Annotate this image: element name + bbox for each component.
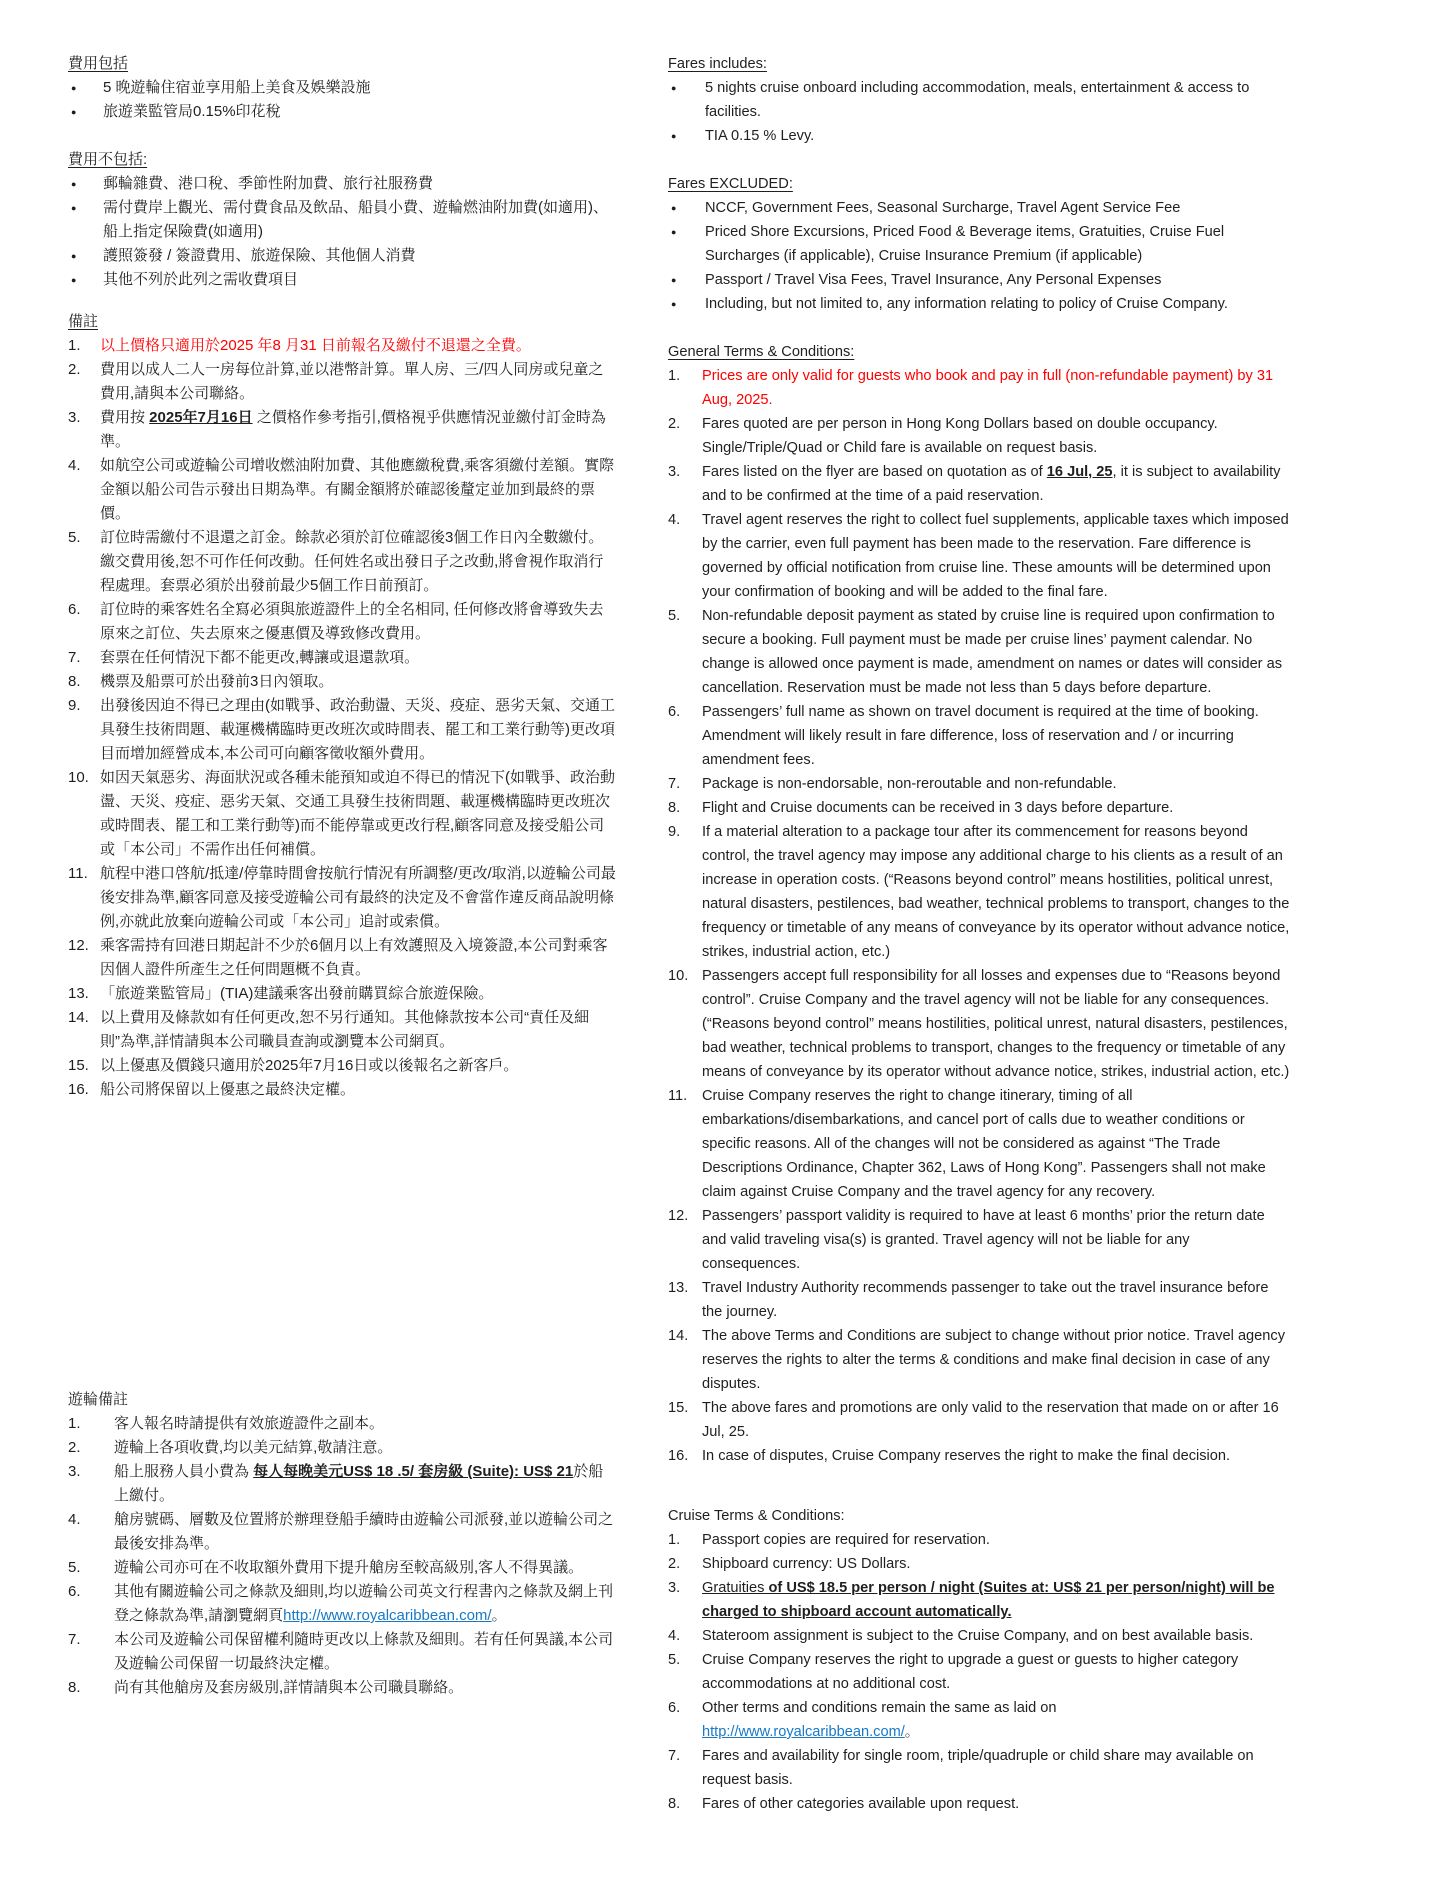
section-heading: Fares includes: xyxy=(668,56,767,72)
text-segment: 乘客需持有回港日期起計不少於6個月以上有效護照及入境簽證,本公司對乘客因個人證件所產生之任何問題概不負責。 xyxy=(100,937,608,978)
item-number: 9. xyxy=(668,824,681,840)
text-segment: Passport copies are required for reservation. xyxy=(702,1532,990,1548)
item-text xyxy=(100,694,616,766)
item-text xyxy=(702,1744,1290,1792)
item-number: 4. xyxy=(668,1628,681,1644)
list-item xyxy=(668,268,1290,292)
list-item xyxy=(668,76,1290,124)
text-segment: 郵輪雜費、港口稅、季節性附加費、旅行社服務費 xyxy=(103,175,434,192)
item-text xyxy=(702,796,1290,820)
item-text xyxy=(100,358,616,406)
item-number: 6. xyxy=(68,601,81,618)
bullet-list xyxy=(68,76,616,124)
text-segment: Including, but not limited to, any information relating to policy of Cruise Company. xyxy=(705,296,1228,312)
list-item xyxy=(68,100,616,124)
item-text xyxy=(702,1624,1290,1648)
list-item xyxy=(668,1552,1290,1576)
item-number: 10. xyxy=(668,968,689,984)
bullet-icon: ● xyxy=(71,179,77,189)
list-item xyxy=(668,460,1290,508)
list-item xyxy=(68,1460,616,1508)
item-number: 8. xyxy=(68,1679,81,1696)
list-item xyxy=(668,1576,1290,1624)
item-number: 5. xyxy=(68,1559,81,1576)
item-text xyxy=(100,334,616,358)
list-item xyxy=(68,244,616,268)
text-segment: 機票及船票可於出發前3日內領取。 xyxy=(100,673,334,690)
right-column-english xyxy=(668,52,1290,1816)
list-item xyxy=(68,268,616,292)
bullet-list xyxy=(668,76,1290,148)
list-item xyxy=(668,1444,1290,1468)
item-number: 3. xyxy=(668,464,681,480)
text-segment: 之價格作參考指引,價格視乎供應情況並繳付訂金時為準。 xyxy=(100,409,606,450)
section-fares-includes-en xyxy=(668,52,1290,148)
item-number: 3. xyxy=(668,1580,681,1596)
section-remarks-zh xyxy=(68,310,616,1102)
text-segment: NCCF, Government Fees, Seasonal Surcharge, Travel Agent Service Fee xyxy=(705,200,1181,216)
list-item xyxy=(668,124,1290,148)
text-segment: The above fares and promotions are only valid to the reservation that made on or after 16 Jul, 25. xyxy=(702,1400,1279,1440)
list-item xyxy=(668,1624,1290,1648)
item-number: 7. xyxy=(668,776,681,792)
bullet-icon: ● xyxy=(671,83,677,93)
section-heading: 費用不包括: xyxy=(68,151,148,168)
item-text xyxy=(705,268,1290,292)
item-text xyxy=(702,1276,1290,1324)
list-item xyxy=(68,358,616,406)
text-segment: If a material alteration to a package tour after its commencement for reasons beyond control, the travel agency may impose any additional charge to his clients as a result of an increase in operation costs. (“Reasons beyond control” means hostilities, political unrest, natural disasters, pestilences, bad weather, technical problems to transport, changes to the frequency or timetable of any means of conveyance by its operator without advance notice, strikes, industrial action, etc.) xyxy=(702,824,1290,960)
item-number: 3. xyxy=(68,409,81,426)
text-segment: The above Terms and Conditions are subject to change without prior notice. Travel agency reserves the rights to alter the terms & conditions and make final decision in case of any disputes. xyxy=(702,1328,1286,1392)
section-heading: Fares EXCLUDED: xyxy=(668,176,793,192)
text-segment: Passport / Travel Visa Fees, Travel Insurance, Any Personal Expenses xyxy=(705,272,1162,288)
item-number: 12. xyxy=(68,937,89,954)
text-segment: Passengers’ passport validity is required to have at least 6 months’ prior the return date and valid traveling visa(s) is granted. Travel agency will not be liable for any consequences. xyxy=(702,1208,1265,1272)
item-text xyxy=(103,244,616,268)
list-item xyxy=(68,1508,616,1556)
list-item xyxy=(68,1436,616,1460)
item-text xyxy=(702,1324,1290,1396)
text-segment: 於船上繳付。 xyxy=(114,1463,604,1504)
item-text xyxy=(114,1460,616,1508)
text-segment: Non-refundable deposit payment as stated by cruise line is required upon confirmation to secure a booking. Full payment must be made per cruise lines’ payment calendar. No change is allowed once payment is made, amendment on names or dates will consider as cancellation. Reservation must be made not less than 5 days before departure. xyxy=(702,608,1283,696)
item-number: 5. xyxy=(68,529,81,546)
item-text xyxy=(100,526,616,598)
item-text xyxy=(702,1576,1290,1624)
list-item xyxy=(68,526,616,598)
item-text xyxy=(705,124,1290,148)
text-segment: 每人每晚美元US$ 18 .5/ 套房級 (Suite): US$ 21 xyxy=(253,1463,574,1480)
item-text xyxy=(103,100,616,124)
text-segment: 船公司將保留以上優惠之最終決定權。 xyxy=(100,1081,356,1098)
text-segment: 以上優惠及價錢只適用於2025年7月16日或以後報名之新客戶。 xyxy=(100,1057,519,1074)
item-number: 8. xyxy=(668,1796,681,1812)
section-heading: Cruise Terms & Conditions: xyxy=(668,1508,845,1524)
numbered-list xyxy=(668,1528,1290,1816)
item-text xyxy=(114,1436,616,1460)
item-text xyxy=(705,292,1290,316)
item-number: 8. xyxy=(68,673,81,690)
bullet-icon: ● xyxy=(671,275,677,285)
text-segment: 套票在任何情況下都不能更改,轉讓或退還款項。 xyxy=(100,649,420,666)
list-item xyxy=(68,1078,616,1102)
item-number: 13. xyxy=(68,985,89,1002)
item-text xyxy=(100,598,616,646)
list-item xyxy=(668,1528,1290,1552)
item-text xyxy=(100,862,616,934)
item-number: 6. xyxy=(668,1700,681,1716)
list-item xyxy=(68,694,616,766)
text-segment: Travel Industry Authority recommends passenger to take out the travel insurance before the journey. xyxy=(702,1280,1269,1320)
list-item xyxy=(68,196,616,244)
section-heading: 遊輪備註 xyxy=(68,1391,129,1408)
text-segment: Fares quoted are per person in Hong Kong Dollars based on double occupancy. Single/Triple/Quad or Child fare is available on request basis. xyxy=(702,416,1218,456)
item-text xyxy=(103,172,616,196)
list-item xyxy=(68,670,616,694)
list-item xyxy=(68,406,616,454)
text-segment: 遊輪公司亦可在不收取額外費用下提升艙房至較高級別,客人不得異議。 xyxy=(114,1559,584,1576)
text-segment: 尚有其他艙房及套房級別,詳情請與本公司職員聯絡。 xyxy=(114,1679,464,1696)
bullet-icon: ● xyxy=(71,107,77,117)
section-heading: 備註 xyxy=(68,313,99,330)
list-item xyxy=(668,1324,1290,1396)
item-number: 9. xyxy=(68,697,81,714)
section-heading: General Terms & Conditions: xyxy=(668,344,855,360)
list-item xyxy=(68,862,616,934)
item-text xyxy=(114,1628,616,1676)
item-number: 11. xyxy=(668,1088,688,1104)
list-item xyxy=(68,646,616,670)
item-number: 12. xyxy=(668,1208,689,1224)
text-segment: Passengers accept full responsibility for all losses and expenses due to “Reasons beyond control”. Cruise Company and the travel agency will not be liable for any consequences. (“Reasons beyond control” means hostilities, political unrest, natural disasters, pestilences, bad weather, technical problems to transport, changes to the frequency or timetable of any means of conveyance by its operator without advance notice, strikes, industrial action, etc.) xyxy=(702,968,1290,1080)
text-segment: 16 Jul, 25 xyxy=(1046,464,1113,480)
list-item xyxy=(668,508,1290,604)
text-segment: 費用按 xyxy=(100,409,150,426)
text-segment: 航程中港口啓航/抵達/停靠時間會按航行情況有所調整/更改/取消,以遊輪公司最後安排為準,顧客同意及接受遊輪公司有最終的決定及不會當作違反商品說明條例,亦就此放棄向遊輪公司或「本公司」追討或索償。 xyxy=(100,865,616,930)
list-item xyxy=(668,1204,1290,1276)
text-segment: Shipboard currency: US Dollars. xyxy=(702,1556,911,1572)
item-text xyxy=(100,406,616,454)
list-item xyxy=(68,1556,616,1580)
bullet-icon: ● xyxy=(71,275,77,285)
text-segment: 「旅遊業監管局」(TIA)建議乘客出發前購買綜合旅遊保險。 xyxy=(100,985,494,1002)
text-segment: Priced Shore Excursions, Priced Food & Beverage items, Gratuities, Cruise Fuel Surcharges (if applicable), Cruise Insurance Premium (if applicable) xyxy=(705,224,1225,264)
text-segment: Gratuities xyxy=(702,1580,769,1596)
list-item xyxy=(668,1396,1290,1444)
bullet-list xyxy=(68,172,616,292)
text-segment: 。 xyxy=(904,1724,920,1740)
list-item xyxy=(668,196,1290,220)
text-segment: Fares and availability for single room, triple/quadruple or child share may available on request basis. xyxy=(702,1748,1254,1788)
bullet-icon: ● xyxy=(71,83,77,93)
text-segment: Cruise Company reserves the right to upgrade a guest or guests to higher category accommodations at no additional cost. xyxy=(702,1652,1239,1692)
list-item xyxy=(68,1628,616,1676)
item-text xyxy=(100,1054,616,1078)
bullet-icon: ● xyxy=(671,131,677,141)
text-segment: 其他有關遊輪公司之條款及細則,均以遊輪公司英文行程書內之條款及網上刊登之條款為準,請瀏覽網頁 xyxy=(114,1583,614,1624)
list-item xyxy=(68,172,616,196)
item-text xyxy=(702,700,1290,772)
text-segment: 以上價格只適用於2025 年8 月31 日前報名及繳付不退還之全費。 xyxy=(100,337,531,354)
text-segment: 訂位時需繳付不退還之訂金。餘款必須於訂位確認後3個工作日內全數繳付。繳交費用後,恕不可作任何改動。任何姓名或出發日子之改動,將會視作取消行程處理。套票必須於出發前最少5個工作日前預訂。 xyxy=(100,529,604,594)
list-item xyxy=(668,964,1290,1084)
text-segment: Flight and Cruise documents can be received in 3 days before departure. xyxy=(702,800,1174,816)
item-text xyxy=(705,220,1290,268)
item-text xyxy=(705,196,1290,220)
item-number: 16. xyxy=(668,1448,689,1464)
text-segment: 船上服務人員小費為 xyxy=(114,1463,254,1480)
item-number: 14. xyxy=(68,1009,89,1026)
item-text xyxy=(702,460,1290,508)
list-item xyxy=(668,364,1290,412)
item-number: 1. xyxy=(668,1532,681,1548)
item-number: 2. xyxy=(668,416,681,432)
list-item xyxy=(68,76,616,100)
text-segment: Stateroom assignment is subject to the Cruise Company, and on best available basis. xyxy=(702,1628,1254,1644)
list-item xyxy=(68,1580,616,1628)
list-item xyxy=(68,1676,616,1700)
list-item xyxy=(68,1006,616,1054)
item-number: 2. xyxy=(68,1439,81,1456)
section-cruise-terms-en xyxy=(668,1504,1290,1816)
list-item xyxy=(68,454,616,526)
list-item xyxy=(68,934,616,982)
text-segment: 需付費岸上觀光、需付費食品及飲品、船員小費、遊輪燃油附加費(如適用)、船上指定保險費(如適用) xyxy=(103,199,608,240)
text-segment: 如航空公司或遊輪公司增收燃油附加費、其他應繳稅費,乘客須繳付差額。實際金額以船公司告示發出日期為準。有關金額將於確認後釐定並加到最終的票價。 xyxy=(100,457,615,522)
list-item xyxy=(668,1648,1290,1696)
item-number: 6. xyxy=(68,1583,81,1600)
bullet-icon: ● xyxy=(671,227,677,237)
item-text xyxy=(702,604,1290,700)
item-text xyxy=(114,1556,616,1580)
item-number: 16. xyxy=(68,1081,89,1098)
list-item xyxy=(68,1412,616,1436)
list-item xyxy=(68,598,616,646)
text-segment: 5 nights cruise onboard including accommodation, meals, entertainment & access to facilities. xyxy=(705,80,1250,120)
list-item xyxy=(668,1744,1290,1792)
bullet-icon: ● xyxy=(71,203,77,213)
text-segment: 5 晚遊輪住宿並享用船上美食及娛樂設施 xyxy=(103,79,371,96)
item-text xyxy=(702,1396,1290,1444)
item-number: 15. xyxy=(668,1400,689,1416)
list-item xyxy=(668,700,1290,772)
text-segment: Passengers’ full name as shown on travel document is required at the time of booking. Amendment will likely result in fare difference, loss of reservation and / or incurring amendment fees. xyxy=(702,704,1259,768)
list-item xyxy=(668,220,1290,268)
text-segment: 遊輪上各項收費,均以美元結算,敬請注意。 xyxy=(114,1439,393,1456)
item-number: 5. xyxy=(668,1652,681,1668)
text-segment: 費用以成人二人一房每位計算,並以港幣計算。單人房、三/四人同房或兒童之費用,請與本公司聯絡。 xyxy=(100,361,604,402)
item-number: 4. xyxy=(68,457,81,474)
text-segment: 本公司及遊輪公司保留權利隨時更改以上條款及細則。若有任何異議,本公司及遊輪公司保留一切最終決定權。 xyxy=(114,1631,614,1672)
item-text xyxy=(100,670,616,694)
text-segment: Travel agent reserves the right to collect fuel supplements, applicable taxes which imposed by the carrier, even full payment has been made to the reservation. Fare difference is governed by official notification from cruise line. These amounts will be determined upon your confirmation of booking and will be added to the final fare. xyxy=(702,512,1289,600)
item-number: 6. xyxy=(668,704,681,720)
item-text xyxy=(702,1552,1290,1576)
item-number: 14. xyxy=(668,1328,689,1344)
text-segment: 以上費用及條款如有任何更改,恕不另行通知。其他條款按本公司“責任及細則”為準,詳情請與本公司職員查詢或瀏覽本公司網頁。 xyxy=(100,1009,590,1050)
item-text xyxy=(114,1676,616,1700)
numbered-list xyxy=(68,334,616,1102)
list-item xyxy=(668,1792,1290,1816)
text-segment: 如因天氣惡劣、海面狀況或各種未能預知或迫不得已的情況下(如戰爭、政治動盪、天災、疫症、惡劣天氣、交通工具發生技術問題、載運機構臨時更改班次或時間表、罷工和工業行動等)而不能停靠或更改行程,顧客同意及接受船公司或「本公司」不需作出任何補償。 xyxy=(100,769,615,858)
item-text xyxy=(100,982,616,1006)
text-segment: 2025年7月16日 xyxy=(149,409,253,426)
item-number: 5. xyxy=(668,608,681,624)
bullet-icon: ● xyxy=(671,299,677,309)
item-text xyxy=(103,268,616,292)
item-text xyxy=(114,1508,616,1556)
item-number: 10. xyxy=(68,769,89,786)
section-cruise-remarks-zh xyxy=(68,1388,616,1700)
list-item xyxy=(68,334,616,358)
item-number: 7. xyxy=(68,649,81,666)
item-text xyxy=(702,1792,1290,1816)
text-segment: Fares of other categories available upon request. xyxy=(702,1796,1020,1812)
list-item xyxy=(668,604,1290,700)
numbered-list xyxy=(68,1412,616,1700)
item-number: 2. xyxy=(68,361,81,378)
list-item xyxy=(668,292,1290,316)
list-item xyxy=(668,1276,1290,1324)
hyperlink[interactable]: http://www.royalcaribbean.com/ xyxy=(702,1724,905,1740)
text-segment: Package is non-endorsable, non-reroutable and non-refundable. xyxy=(702,776,1117,792)
list-item xyxy=(668,1084,1290,1204)
item-number: 13. xyxy=(668,1280,689,1296)
text-segment: 其他不列於此列之需收費項目 xyxy=(103,271,299,288)
list-item xyxy=(668,772,1290,796)
item-text xyxy=(702,1084,1290,1204)
item-text xyxy=(702,964,1290,1084)
item-number: 7. xyxy=(68,1631,81,1648)
item-text xyxy=(702,1204,1290,1276)
text-segment: 艙房號碼、層數及位置將於辦理登船手續時由遊輪公司派發,並以遊輪公司之最後安排為準。 xyxy=(114,1511,614,1552)
bullet-icon: ● xyxy=(71,251,77,261)
item-number: 1. xyxy=(68,1415,81,1432)
item-text xyxy=(100,766,616,862)
list-item xyxy=(668,412,1290,460)
text-segment: In case of disputes, Cruise Company reserves the right to make the final decision. xyxy=(702,1448,1231,1464)
list-item xyxy=(68,1054,616,1078)
item-text xyxy=(100,1006,616,1054)
item-text xyxy=(702,364,1290,412)
item-text xyxy=(100,454,616,526)
section-heading: 費用包括 xyxy=(68,55,129,72)
item-text xyxy=(100,1078,616,1102)
item-number: 1. xyxy=(668,368,681,384)
item-text xyxy=(702,1528,1290,1552)
item-text xyxy=(702,820,1290,964)
item-text xyxy=(702,412,1290,460)
text-segment: of US$ 18.5 per person / night (Suites at: US$ 21 per person/night) will be charged to shipboard account automatically. xyxy=(702,1580,1275,1620)
item-text xyxy=(705,76,1290,124)
item-number: 8. xyxy=(668,800,681,816)
item-number: 1. xyxy=(68,337,81,354)
text-segment: TIA 0.15 % Levy. xyxy=(705,128,815,144)
text-segment: Prices are only valid for guests who book and pay in full (non-refundable payment) by 31 Aug, 2025. xyxy=(702,368,1274,408)
bullet-list xyxy=(668,196,1290,316)
list-item xyxy=(68,982,616,1006)
text-segment: , it is subject to availability and to be confirmed at the time of a paid reservation. xyxy=(702,464,1281,504)
text-segment: 護照簽發 / 簽證費用、旅遊保險、其他個人消費 xyxy=(103,247,416,264)
text-segment: Cruise Company reserves the right to change itinerary, timing of all embarkations/disembarkations, and cancel port of calls due to weather conditions or specific reasons. All of the changes will not be considered as against “The Trade Descriptions Ordinance, Chapter 362, Laws of Hong Kong”. Passengers shall not make claim against Cruise Company and the travel agency for any recovery. xyxy=(702,1088,1266,1200)
item-number: 7. xyxy=(668,1748,681,1764)
item-number: 11. xyxy=(68,865,88,882)
item-text xyxy=(100,934,616,982)
text-segment: 訂位時的乘客姓名全寫必須與旅遊證件上的全名相同, 任何修改將會導致失去原來之訂位、失去原來之優惠價及導致修改費用。 xyxy=(100,601,604,642)
text-segment: Fares listed on the flyer are based on quotation as of xyxy=(702,464,1047,480)
hyperlink[interactable]: http://www.royalcaribbean.com/ xyxy=(283,1607,492,1624)
item-text xyxy=(702,508,1290,604)
item-text xyxy=(702,1648,1290,1696)
text-segment: 出發後因迫不得已之理由(如戰爭、政治動盪、天災、疫症、惡劣天氣、交通工具發生技術問題、載運機構臨時更改班次或時間表、罷工和工業行動等)更改項目而增加經營成本,本公司可向顧客徵收額外費用。 xyxy=(100,697,615,762)
item-number: 4. xyxy=(668,512,681,528)
left-column-chinese xyxy=(68,52,616,1700)
section-fares-excluded-en xyxy=(668,172,1290,316)
item-text xyxy=(103,196,616,244)
item-number: 2. xyxy=(668,1556,681,1572)
text-segment: 客人報名時請提供有效旅遊證件之副本。 xyxy=(114,1415,385,1432)
numbered-list xyxy=(668,364,1290,1468)
bullet-icon: ● xyxy=(671,203,677,213)
item-text xyxy=(100,646,616,670)
list-item xyxy=(668,1696,1290,1744)
section-fares-includes-zh xyxy=(68,52,616,124)
section-general-terms-en xyxy=(668,340,1290,1468)
item-text xyxy=(103,76,616,100)
item-text xyxy=(114,1412,616,1436)
section-fares-excluded-zh xyxy=(68,148,616,292)
list-item xyxy=(68,766,616,862)
item-number: 3. xyxy=(68,1463,81,1480)
item-text xyxy=(114,1580,616,1628)
text-segment: 。 xyxy=(491,1607,507,1624)
item-text xyxy=(702,1696,1290,1744)
text-segment: 旅遊業監管局0.15%印花稅 xyxy=(103,103,281,120)
item-number: 15. xyxy=(68,1057,89,1074)
text-segment: Other terms and conditions remain the same as laid on xyxy=(702,1700,1057,1716)
item-number: 4. xyxy=(68,1511,81,1528)
list-item xyxy=(668,796,1290,820)
item-text xyxy=(702,1444,1290,1468)
item-text xyxy=(702,772,1290,796)
list-item xyxy=(668,820,1290,964)
